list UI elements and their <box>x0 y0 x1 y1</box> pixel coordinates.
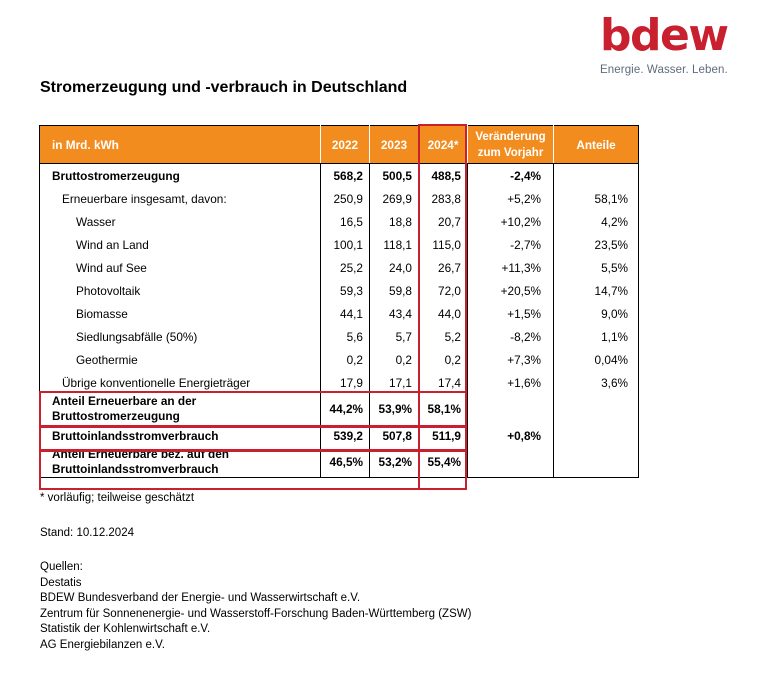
cell-share <box>554 424 639 447</box>
row-label: Übrige konventionelle Energieträger <box>62 375 251 390</box>
row-label: Geothermie <box>76 352 138 367</box>
cell-2024: 20,7 <box>419 210 468 233</box>
cell-2023: 17,1 <box>370 371 419 394</box>
cell-2022: 100,1 <box>321 233 370 256</box>
cell-change: +5,2% <box>468 187 554 210</box>
cell-2024: 511,9 <box>419 424 468 447</box>
cell-share: 0,04% <box>554 348 639 371</box>
header-2022: 2022 <box>321 126 370 164</box>
cell-change: +11,3% <box>468 256 554 279</box>
cell-2024: 17,4 <box>419 371 468 394</box>
cell-2024: 115,0 <box>419 233 468 256</box>
cell-share: 1,1% <box>554 325 639 348</box>
row-label: Bruttostromerzeugung <box>52 168 180 183</box>
cell-change: -2,7% <box>468 233 554 256</box>
table-row <box>40 424 639 447</box>
table-row <box>40 187 639 210</box>
cell-2023: 507,8 <box>370 424 419 447</box>
cell-2023: 24,0 <box>370 256 419 279</box>
row-label: Erneuerbare insgesamt, davon: <box>62 191 227 206</box>
row-label: Siedlungsabfälle (50%) <box>76 329 198 344</box>
cell-2022: 25,2 <box>321 256 370 279</box>
source-item: AG Energiebilanzen e.V. <box>40 638 165 651</box>
cell-2024: 72,0 <box>419 279 468 302</box>
cell-2024: 0,2 <box>419 348 468 371</box>
cell-share <box>554 447 639 478</box>
cell-2023: 18,8 <box>370 210 419 233</box>
cell-2023: 5,7 <box>370 325 419 348</box>
cell-2022: 5,6 <box>321 325 370 348</box>
cell-2023: 269,9 <box>370 187 419 210</box>
table-row <box>40 210 639 233</box>
cell-2023: 43,4 <box>370 302 419 325</box>
cell-2024: 58,1% <box>419 394 468 424</box>
sources-heading: Quellen: <box>40 561 83 573</box>
cell-2023: 0,2 <box>370 348 419 371</box>
cell-change: -2,4% <box>468 164 554 188</box>
cell-2024: 55,4% <box>419 447 468 478</box>
cell-share: 9,0% <box>554 302 639 325</box>
table-row <box>40 394 639 424</box>
header-unit: in Mrd. kWh <box>40 126 321 164</box>
cell-2023: 500,5 <box>370 164 419 188</box>
cell-2022: 17,9 <box>321 371 370 394</box>
cell-2023: 118,1 <box>370 233 419 256</box>
row-label: Wind auf See <box>76 260 147 275</box>
source-item: Statistik der Kohlenwirtschaft e.V. <box>40 623 211 636</box>
cell-change: -8,2% <box>468 325 554 348</box>
row-label: Bruttoinlandsstromverbrauch <box>52 428 219 443</box>
cell-2023: 53,2% <box>370 447 419 478</box>
cell-2022: 46,5% <box>321 447 370 478</box>
cell-2022: 0,2 <box>321 348 370 371</box>
header-2024: 2024* <box>419 126 468 164</box>
header-change <box>468 126 554 164</box>
cell-share: 14,7% <box>554 279 639 302</box>
table-row <box>40 348 639 371</box>
table-row <box>40 325 639 348</box>
table-row <box>40 279 639 302</box>
cell-share: 23,5% <box>554 233 639 256</box>
cell-2024: 44,0 <box>419 302 468 325</box>
bdew-logo <box>600 10 730 76</box>
cell-change: +1,6% <box>468 371 554 394</box>
table-row <box>40 302 639 325</box>
logo-tagline: Energie. Wasser. Leben. <box>600 64 728 76</box>
cell-2022: 59,3 <box>321 279 370 302</box>
cell-2023: 53,9% <box>370 394 419 424</box>
cell-share: 4,2% <box>554 210 639 233</box>
cell-change: +10,2% <box>468 210 554 233</box>
energy-table <box>39 125 639 478</box>
row-label: Photovoltaik <box>76 283 141 298</box>
header-2023: 2023 <box>370 126 419 164</box>
table-row <box>40 447 639 478</box>
source-item: Destatis <box>40 576 82 589</box>
cell-share: 58,1% <box>554 187 639 210</box>
cell-2022: 568,2 <box>321 164 370 188</box>
cell-share: 3,6% <box>554 371 639 394</box>
header-change-line1: Veränderung <box>475 130 546 143</box>
logo-wordmark: bdew <box>600 10 728 61</box>
cell-change: +1,5% <box>468 302 554 325</box>
header-change-line2: zum Vorjahr <box>477 146 544 159</box>
cell-2022: 539,2 <box>321 424 370 447</box>
row-label: Wind an Land <box>76 237 149 252</box>
cell-2024: 26,7 <box>419 256 468 279</box>
cell-2024: 488,5 <box>419 164 468 188</box>
sources <box>40 560 471 654</box>
row-label: Biomasse <box>76 306 128 321</box>
cell-share <box>554 394 639 424</box>
source-item: Zentrum für Sonnenenergie- und Wasserstoff-Forschung Baden-Württemberg (ZSW) <box>40 607 472 620</box>
cell-2022: 16,5 <box>321 210 370 233</box>
date-stand: Stand: 10.12.2024 <box>40 527 134 539</box>
cell-change: +7,3% <box>468 348 554 371</box>
cell-share <box>554 164 639 188</box>
header-share: Anteile <box>554 126 639 164</box>
page-title: Stromerzeugung und -verbrauch in Deutschland <box>40 79 408 96</box>
cell-2024: 5,2 <box>419 325 468 348</box>
cell-2022: 44,2% <box>321 394 370 424</box>
cell-2024: 283,8 <box>419 187 468 210</box>
row-label: Wasser <box>76 214 116 229</box>
cell-change: +20,5% <box>468 279 554 302</box>
table-header-row <box>40 126 639 164</box>
table-row <box>40 233 639 256</box>
cell-2023: 59,8 <box>370 279 419 302</box>
row-label: Anteil Erneuerbare an der Bruttostromerzeugung <box>52 394 197 423</box>
source-item: BDEW Bundesverband der Energie- und Wasserwirtschaft e.V. <box>40 592 361 605</box>
cell-change: +0,8% <box>468 424 554 447</box>
cell-2022: 250,9 <box>321 187 370 210</box>
table-row <box>40 164 639 188</box>
table-row <box>40 371 639 394</box>
cell-share: 5,5% <box>554 256 639 279</box>
cell-2022: 44,1 <box>321 302 370 325</box>
table-row <box>40 256 639 279</box>
cell-change <box>468 394 554 424</box>
row-label: Anteil Erneuerbare bez. auf den Bruttoinlandsstromverbrauch <box>52 447 229 476</box>
cell-change <box>468 447 554 478</box>
footnote: * vorläufig; teilweise geschätzt <box>40 492 195 504</box>
